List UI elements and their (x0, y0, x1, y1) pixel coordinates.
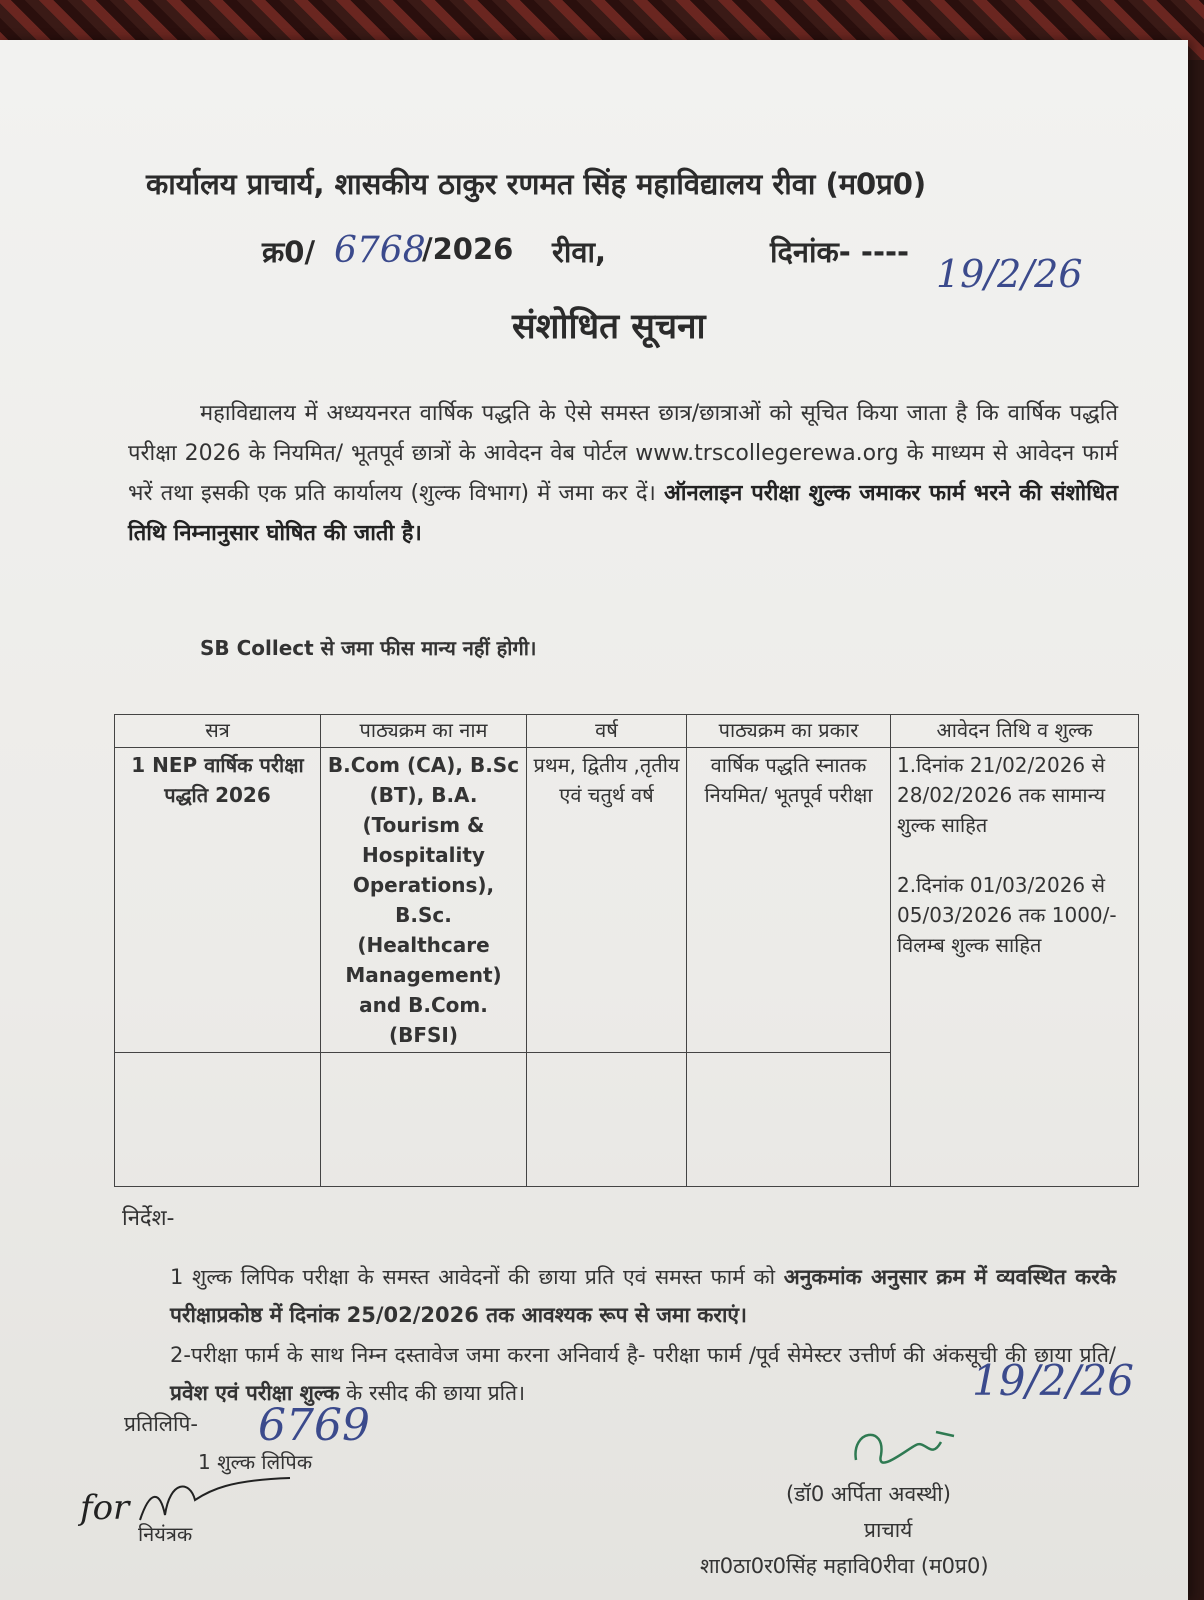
cell-year: प्रथम, द्वितीय ,तृतीय एवं चतुर्थ वर्ष (527, 748, 687, 1053)
header-session: सत्र (115, 715, 321, 748)
date-fee-item-2: 2.दिनांक 01/03/2026 से 05/03/2026 तक 1000/- विलम्ब शुल्क साहित (897, 873, 1117, 957)
schedule-table (114, 714, 1139, 1187)
empty-cell (687, 1053, 891, 1187)
controller-label: नियंत्रक (138, 1522, 193, 1546)
signatory-name: (डॉ0 अर्पिता अवस्थी) (786, 1482, 951, 1506)
paragraph-bold-text: ऑनलाइन परीक्षा शुल्क जमाकर फार्म भरने की संशोधित तिथि निम्नानुसार घोषित की जाती है। (128, 481, 1118, 546)
instruction-2-text: 2-परीक्षा फार्म के साथ निम्न दस्तावेज जमा करना अनिवार्य है- परीक्षा फार्म /पूर्व सेमेस्टर उत्तीर्ण की अंकसूची की छाया प्रति/ (170, 1343, 1116, 1367)
principal-signature (846, 1420, 966, 1480)
header-course-name: पाठ्यक्रम का नाम (321, 715, 527, 748)
table-header-row (115, 715, 1139, 748)
office-header: कार्यालय प्राचार्य, शासकीय ठाकुर रणमत सिंह महाविद्यालय रीवा (म0प्र0) (146, 167, 927, 201)
copy-number-handwritten: 6769 (258, 1400, 370, 1451)
date-handwritten: 19/2/26 (936, 252, 1083, 296)
instruction-2-tail: के रसीद की छाया प्रति। (346, 1381, 526, 1405)
handwritten-date-2: 19/2/26 (972, 1356, 1134, 1405)
empty-cell (321, 1053, 527, 1187)
document-paper (0, 40, 1188, 1600)
header-year: वर्ष (527, 715, 687, 748)
signatory-office: शा0ठा0र0सिंह महावि0रीवा (म0प्र0) (700, 1554, 989, 1578)
instruction-2-bold: प्रवेश एवं परीक्षा शुल्क (170, 1381, 340, 1405)
notice-title: संशोधित सूचना (512, 307, 706, 347)
header-course-type: पाठ्यक्रम का प्रकार (687, 715, 891, 748)
signatory-title: प्राचार्य (864, 1518, 913, 1542)
empty-cell (527, 1053, 687, 1187)
cell-course-type: वार्षिक पद्धति स्नातक नियमित/ भूतपूर्व परीक्षा (687, 748, 891, 1053)
reference-prefix: क्र0/ (262, 235, 316, 269)
cell-courses: B.Com (CA), B.Sc (BT), B.A. (Tourism & Hospitality Operations), B.Sc. (Healthcare Management) and B.Com. (BFSI) (321, 748, 527, 1053)
reference-number-handwritten: 6768 (334, 230, 426, 271)
cell-session: 1 NEP वार्षिक परीक्षा पद्धति 2026 (115, 748, 321, 1053)
instructions-heading: निर्देश- (122, 1206, 175, 1231)
place: रीवा, (552, 235, 607, 269)
notice-paragraph (128, 394, 1118, 554)
date-label: दिनांक- ---- (770, 235, 910, 269)
cell-date-fee (891, 748, 1139, 1187)
sb-collect-note: SB Collect से जमा फीस मान्य नहीं होगी। (200, 636, 537, 660)
table-row (115, 748, 1139, 1053)
copy-label: प्रतिलिपि- (124, 1412, 198, 1436)
header-date-fee: आवेदन तिथि व शुल्क (891, 715, 1139, 748)
controller-handwritten: for (80, 1488, 130, 1528)
empty-cell (115, 1053, 321, 1187)
instruction-item-1 (170, 1258, 1116, 1334)
date-fee-item-1: 1.दिनांक 21/02/2026 से 28/02/2026 तक सामान्य शुल्क साहित (897, 753, 1106, 837)
copy-recipient: 1 शुल्क लिपिक (198, 1450, 313, 1474)
reference-year: /2026 (422, 232, 514, 266)
paragraph-text: महाविद्यालय में अध्ययनरत वार्षिक पद्धति के ऐसे समस्त छात्र/छात्राओं को सूचित किया जाता है कि वार्षिक पद्धति परीक्षा 2026 के नियमित/ भूतपूर्व छात्रों के आवेदन वेब पोर्टल www.trscollegerewa.org के माध्यम से आवेदन फार्म भरें तथा इसकी एक प्रति कार्यालय (शुल्क विभाग) में जमा कर दें। (128, 401, 1118, 506)
instruction-1-text: 1 शुल्क लिपिक परीक्षा के समस्त आवेदनों की छाया प्रति एवं समस्त फार्म को (170, 1265, 776, 1289)
instruction-1-bold: अनुकमांक अनुसार क्रम में व्यवस्थित करके परीक्षाप्रकोष्ठ में दिनांक 25/02/2026 तक आवश्यक रूप से जमा कराएं। (170, 1265, 1116, 1327)
